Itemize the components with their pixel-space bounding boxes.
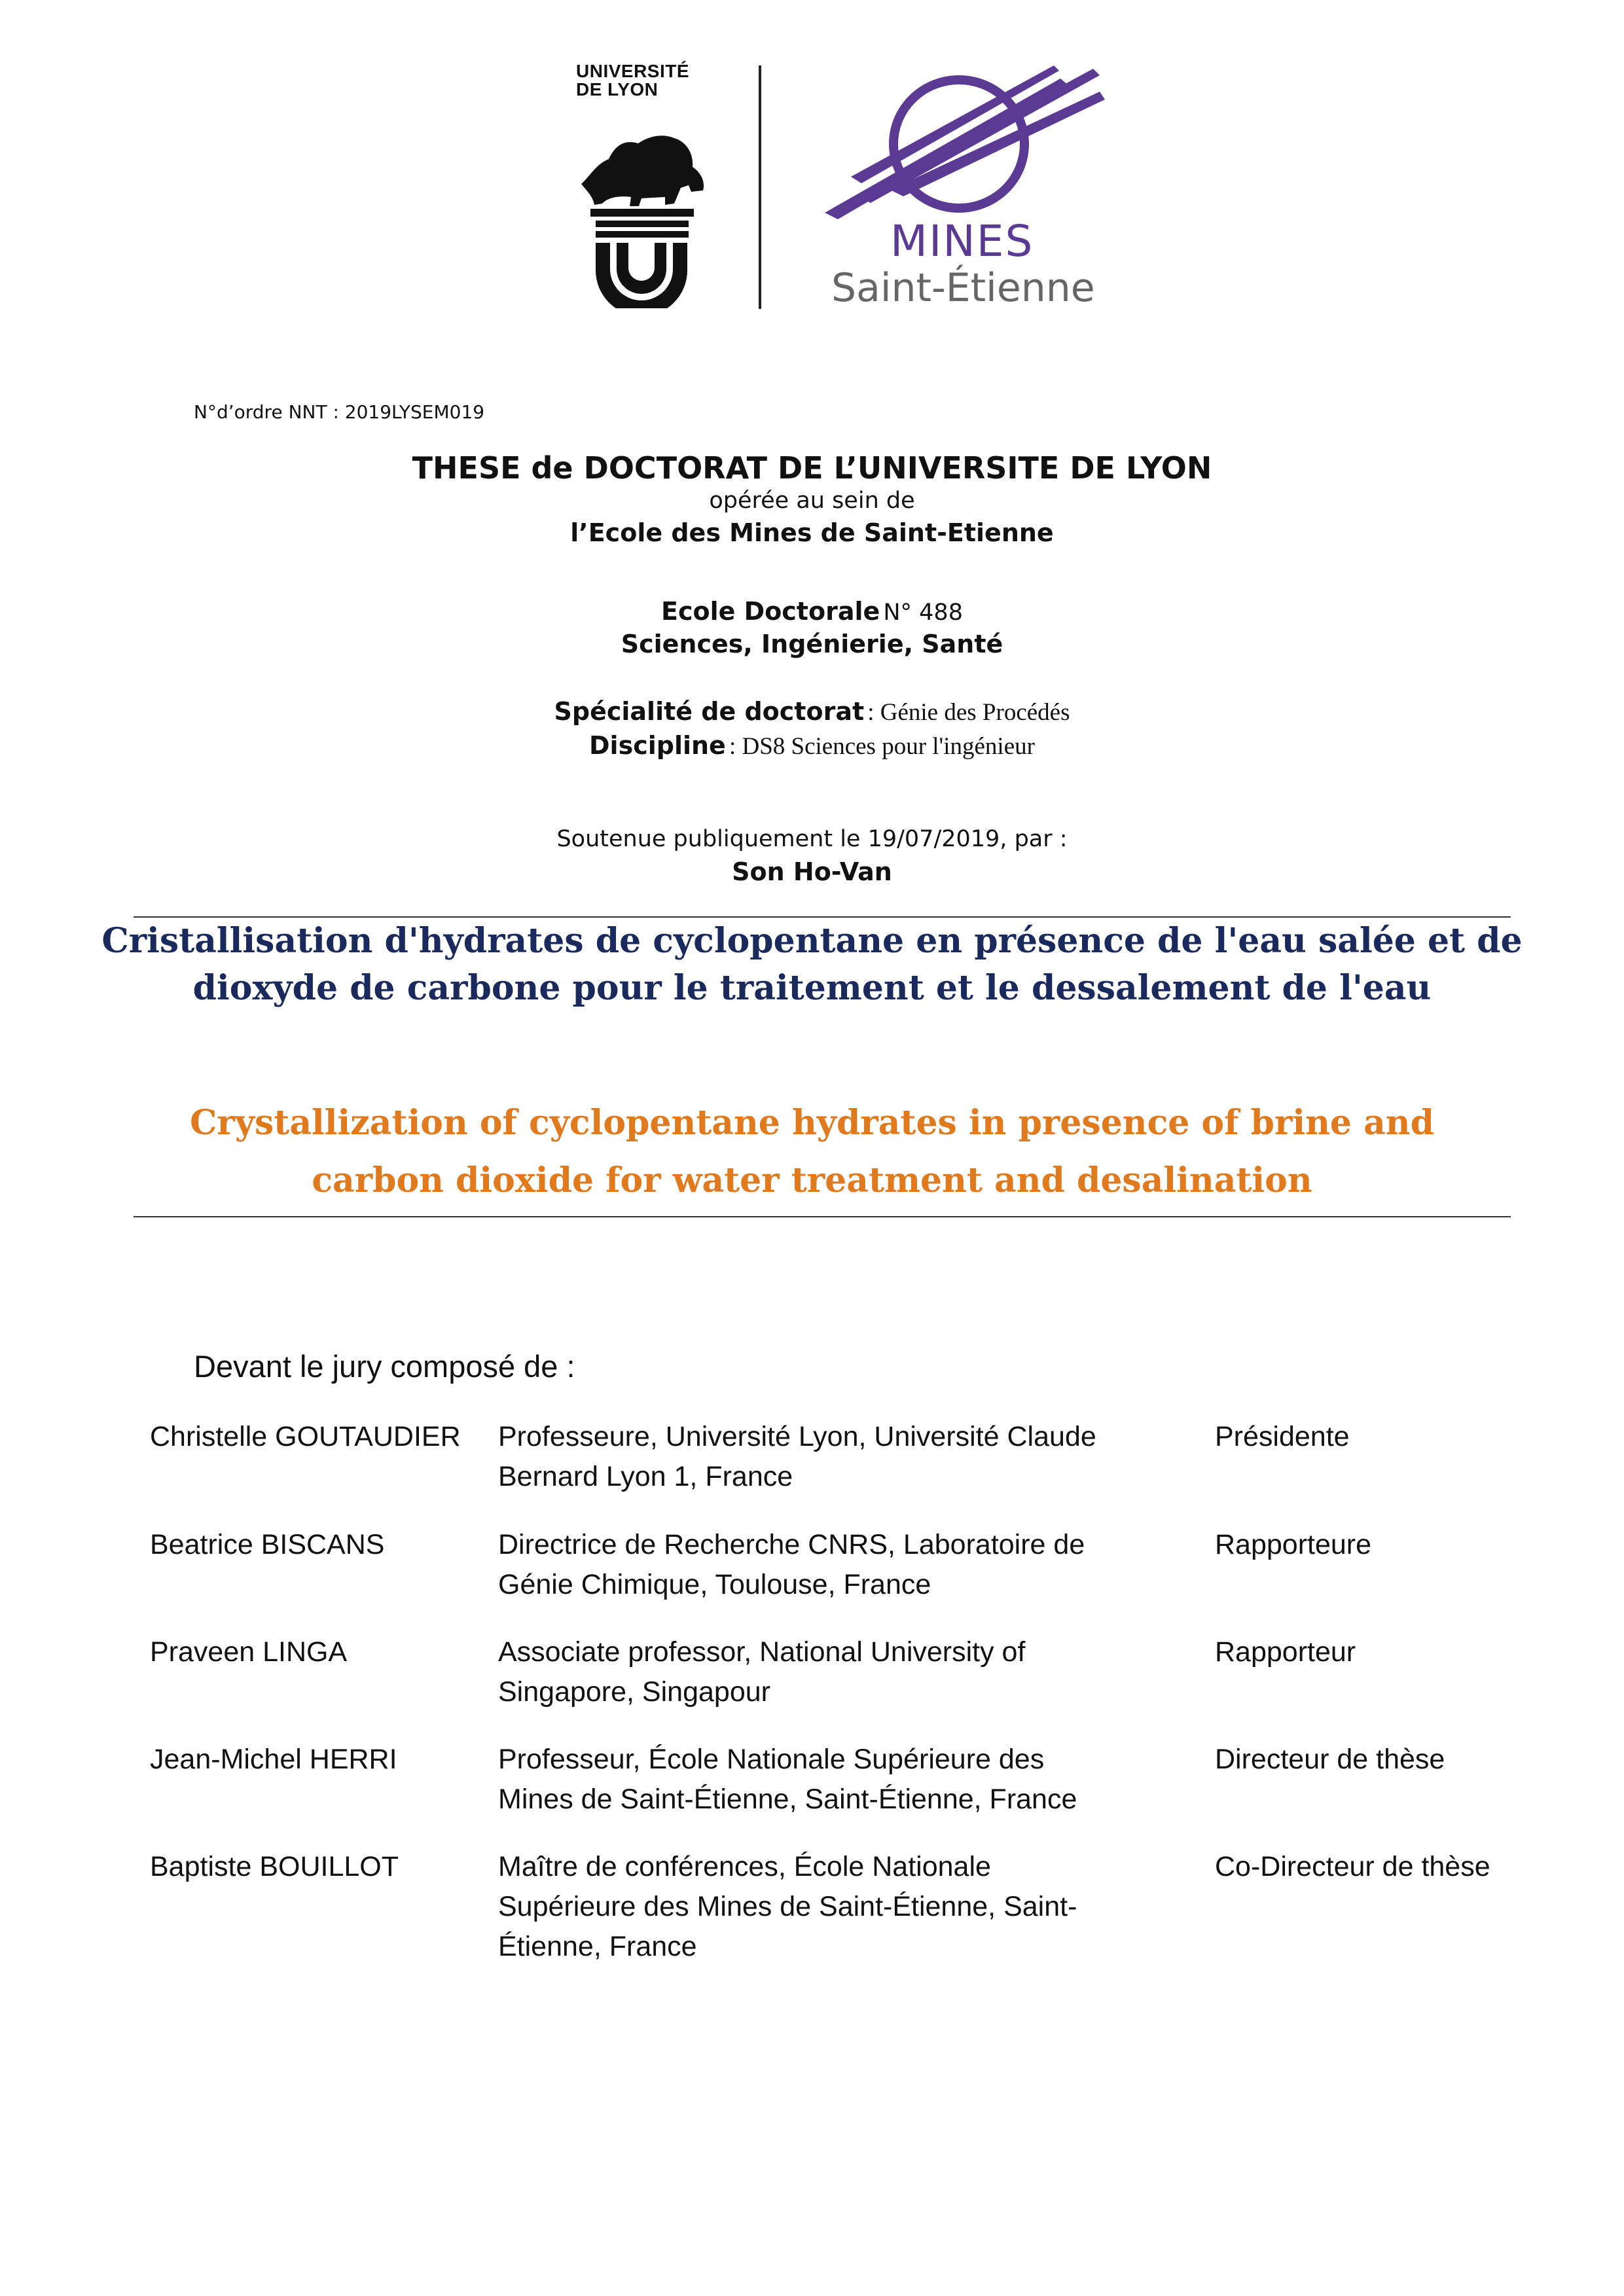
jury-member-role: Directeur de thèse [1215, 1744, 1445, 1775]
jury-member-role: Présidente [1215, 1421, 1350, 1452]
affiliation-line: Bernard Lyon 1, France [498, 1461, 793, 1492]
lion-emblem-icon [576, 99, 707, 308]
jury-heading: Devant le jury composé de : [194, 1349, 575, 1384]
title-bottom-rule [134, 1216, 1511, 1217]
jury-member-name: Christelle GOUTAUDIER [150, 1421, 461, 1452]
jury-member-role: Co-Directeur de thèse [1215, 1851, 1490, 1882]
specialite-value: : Génie des Procédés [867, 699, 1070, 726]
jury-member-name: Baptiste BOUILLOT [150, 1851, 399, 1882]
affiliation-line: Associate professor, National University of [498, 1636, 1026, 1668]
ecole-doctorale-name: Sciences, Ingénierie, Santé [621, 630, 1003, 658]
operee-au-sein: opérée au sein de [709, 488, 915, 514]
universite-de-lyon-logo [576, 62, 707, 311]
jury-member-name: Praveen LINGA [150, 1636, 348, 1668]
mines-planet-emblem-icon [812, 65, 1113, 229]
mines-logo-line1: MINES [890, 216, 1034, 266]
nnt-number: N°d’ordre NNT : 2019LYSEM019 [194, 401, 485, 423]
discipline-value: : DS8 Sciences pour l'ingénieur [729, 733, 1035, 760]
ecole-name: l’Ecole des Mines de Saint-Etienne [570, 518, 1054, 547]
jury-member-affiliation [498, 1740, 1179, 1820]
jury-member-name: Beatrice BISCANS [150, 1529, 385, 1560]
jury-member-role: Rapporteur [1215, 1636, 1356, 1668]
affiliation-line: Étienne, France [498, 1931, 697, 1962]
affiliation-line: Maître de conférences, École Nationale [498, 1851, 991, 1882]
jury-member-name: Jean-Michel HERRI [150, 1744, 397, 1775]
affiliation-line: Directrice de Recherche CNRS, Laboratoire de [498, 1529, 1085, 1560]
title-english-line1: Crystallization of cyclopentane hydrates in presence of brine and [190, 1103, 1434, 1143]
affiliation-line: Singapore, Singapour [498, 1676, 770, 1708]
title-english [0, 1094, 1624, 1210]
affiliation-line: Professeure, Université Lyon, Université Claude [498, 1421, 1096, 1452]
jury-member-role: Rapporteure [1215, 1529, 1372, 1560]
affiliation-line: Professeur, École Nationale Supérieure des [498, 1744, 1045, 1775]
title-english-line2: carbon dioxide for water treatment and desalination [312, 1160, 1312, 1200]
mines-logo-line2: Saint-Étienne [831, 265, 1095, 311]
title-french-line2: dioxyde de carbone pour le traitement et le dessalement de l'eau [192, 968, 1432, 1008]
lyon-logo-line2: DE LYON [576, 79, 659, 99]
specialite-line [0, 697, 1624, 726]
jury-member-affiliation [498, 1417, 1179, 1497]
jury-member-affiliation [498, 1847, 1179, 1967]
jury-member-affiliation [498, 1632, 1179, 1712]
affiliation-line: Supérieure des Mines de Saint-Étienne, Saint- [498, 1891, 1077, 1922]
title-french-line1: Cristallisation d'hydrates de cyclopentane en présence de l'eau salée et de [101, 921, 1523, 961]
title-french [0, 918, 1624, 1012]
author-name: Son Ho-Van [732, 857, 892, 886]
mines-saint-etienne-logo [812, 65, 1113, 314]
soutenue-line: Soutenue publiquement le 19/07/2019, par : [556, 826, 1068, 852]
lyon-logo-line1: UNIVERSITÉ [576, 61, 690, 81]
discipline-line [0, 731, 1624, 761]
ecole-doctorale-label: Ecole Doctorale [661, 597, 880, 626]
ecole-doctorale-number: N° 488 [883, 600, 963, 626]
affiliation-line: Génie Chimique, Toulouse, France [498, 1569, 931, 1600]
ecole-doctorale-line [0, 597, 1624, 626]
specialite-label: Spécialité de doctorat [554, 697, 865, 726]
affiliation-line: Mines de Saint-Étienne, Saint-Étienne, France [498, 1784, 1077, 1815]
thesis-heading: THESE de DOCTORAT DE L’UNIVERSITE DE LYON [412, 450, 1212, 486]
jury-member-affiliation [498, 1525, 1179, 1605]
discipline-label: Discipline [589, 731, 726, 760]
logo-separator [759, 65, 761, 309]
